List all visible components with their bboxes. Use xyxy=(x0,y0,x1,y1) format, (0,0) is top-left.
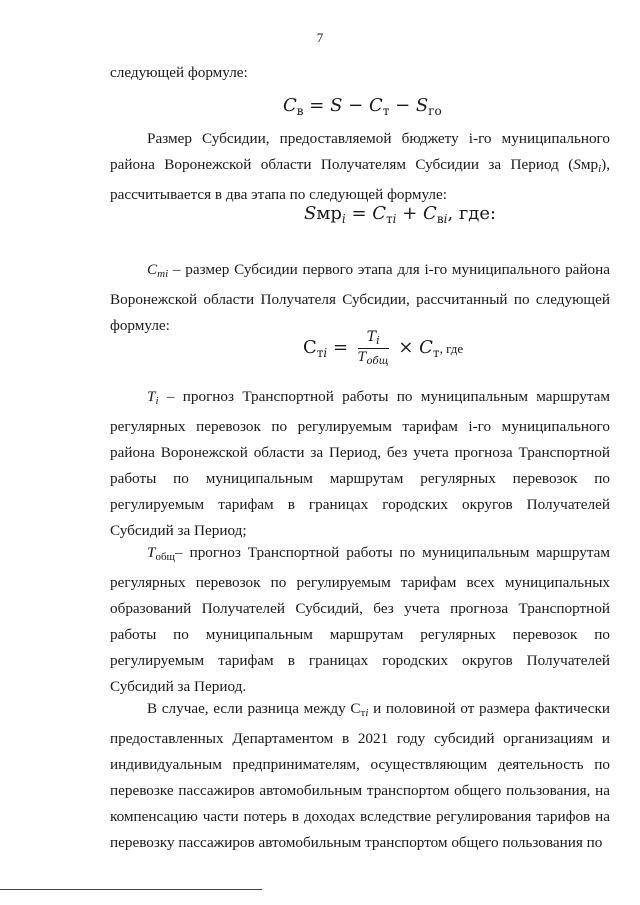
formula-subsidy-total: $Sмр_i = C_{тi} + C_{вi}$, где: xyxy=(304,203,497,226)
tobsch-definition-paragraph: Tобщ– прогноз Транспортной работы по муниципальным маршрутам регулярных перевозок по регулируемым тарифам всех муниципальных образований Получателей Субсидий, без учета прогноза Транспортной работы по муниципальным маршрутам регулярных перевозок по регулируемым тарифам в границах городских округов Получателей Субсидий за Период. xyxy=(110,544,610,695)
formula-intro-text: следующей формуле: xyxy=(110,64,248,81)
first-stage-definition-paragraph: Cтi – размер Субсидии первого этапа для i-го муниципального района Воронежской области Получателя Субсидии, рассчитанный по следующей формуле: xyxy=(110,261,610,334)
footnote-separator xyxy=(0,889,262,890)
fraction: $\frac{T_i}{T_{общ}}$ xyxy=(357,329,389,367)
ti-definition-paragraph: Ti – прогноз Транспортной работы по муниципальным маршрутам регулярных перевозок по регулируемым тарифам i-го муниципального района Воронежской области за Период, без учета прогноза Транспортной работы по муниципальным маршрутам регулярных перевозок по регулируемым тарифам в границах городских округов Получателей Субсидий за Период; xyxy=(110,388,610,539)
formula-first-stage: $C_{тi}$ = $\frac{T_i}{T_{общ}}$ × $C_т$, где xyxy=(303,329,464,367)
difference-condition-paragraph: В случае, если разница между Cтi и половиной от размера фактически предоставленных Департаментом в 2021 году субсидий организациям и индивидуальным предпринимателям, осуществляющим деятельность по перевозке пассажиров автомобильным транспортом общего пользования, на компенсацию части потерь в доходах вследствие регулирования тарифов на перевозку пассажиров автомобильным транспортом общего пользования по xyxy=(110,700,610,851)
page-number: 7 xyxy=(316,30,324,45)
formula-subsidy-second-stage-total: $C_в = S - C_т - S_{го}$ xyxy=(283,95,442,118)
subsidy-size-paragraph: Размер Субсидии, предоставляемой бюджету i-го муниципального района Воронежской области Получателям Субсидии за Период (Sмрi), рассчитывается в два этапа по следующей формуле: xyxy=(110,130,610,203)
